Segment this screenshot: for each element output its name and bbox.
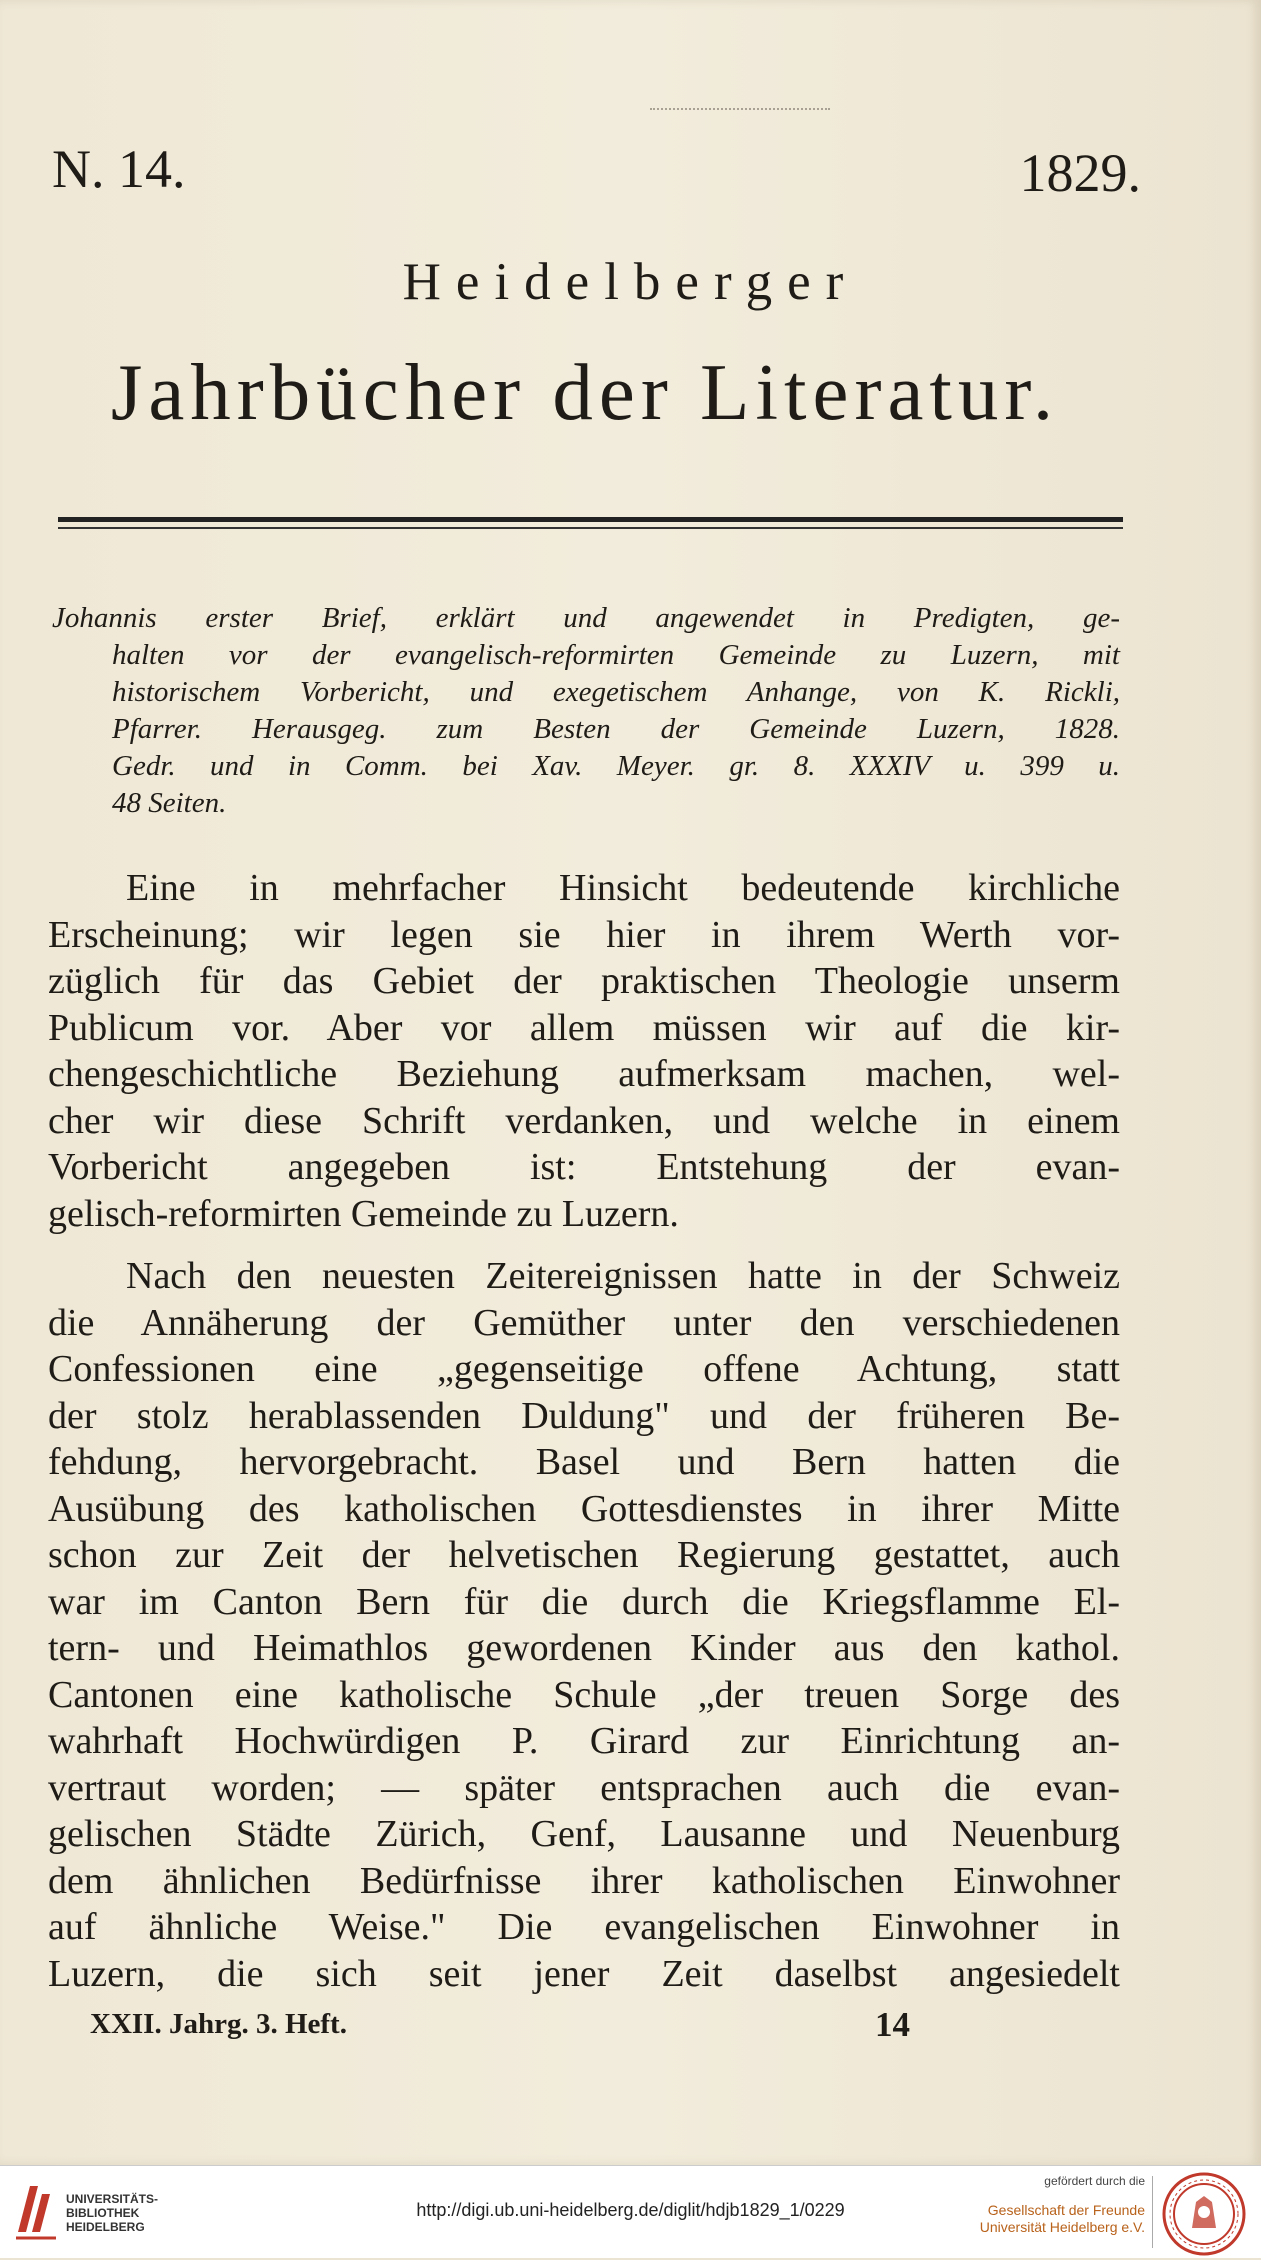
review-line: Pfarrer. Herausgeg. zum Besten der Gemeinde Luzern, 1828. <box>112 713 1120 745</box>
review-bibliographic-entry <box>52 600 1120 822</box>
university-seal-icon[interactable] <box>1162 2172 1246 2260</box>
text-line: fehdung, hervorgebracht. Basel und Bern hatten die <box>48 1441 1120 1483</box>
text-line: dem ähnlichen Bedürfnisse ihrer katholischen Einwohner <box>48 1859 1120 1902</box>
text-line: züglich für das Gebiet der praktischen Theologie unserm <box>48 960 1120 1002</box>
text-line: gelisch-reformirten Gemeinde zu Luzern. <box>48 1192 679 1235</box>
divider <box>1152 2176 1153 2248</box>
paragraph-1 <box>48 865 1120 1237</box>
text-line: schon zur Zeit der helvetischen Regierung gestattet, auch <box>48 1534 1120 1576</box>
text-line: Eine in mehrfacher Hinsicht bedeutende kirchliche <box>126 867 1120 909</box>
text-line: Ausübung des katholischen Gottesdienstes in ihrer Mitte <box>48 1487 1120 1530</box>
signature-mark: XXII. Jahrg. 3. Heft. <box>90 2008 347 2040</box>
text-line: Publicum vor. Aber vor allem müssen wir auf die kir- <box>48 1006 1120 1049</box>
text-line: Confessionen eine „gegenseitige offene Achtung, statt <box>48 1348 1120 1390</box>
review-line: halten vor der evangelisch-reformirten Gemeinde zu Luzern, mit <box>112 639 1120 671</box>
library-name-line: BIBLIOTHEK <box>66 2206 140 2220</box>
text-line: vertraut worden; — später entsprachen auch die evan- <box>48 1766 1120 1809</box>
library-name-line: UNIVERSITÄTS- <box>66 2192 159 2206</box>
review-line: historischem Vorbericht, und exegetischem Anhange, von K. Rickli, <box>112 676 1120 708</box>
journal-title-top: Heidelberger <box>402 253 859 311</box>
sponsor-block <box>960 2174 1145 2236</box>
viewer-footer-bar <box>0 2165 1261 2258</box>
issue-year: 1829. <box>1019 143 1141 203</box>
sponsor-name[interactable]: Gesellschaft der Freunde <box>987 2202 1145 2218</box>
title-rule-thick <box>58 517 1123 522</box>
ink-stain <box>650 108 830 118</box>
text-line: Vorbericht angegeben ist: Entstehung der evan- <box>48 1146 1120 1188</box>
title-rule-thin <box>58 527 1123 529</box>
text-line: der stolz herablassenden Duldung" und der früheren Be- <box>48 1394 1120 1437</box>
review-line: Johannis erster Brief, erklärt und angewendet in Predigten, ge- <box>52 602 1120 634</box>
text-line: gelischen Städte Zürich, Genf, Lausanne und Neuenburg <box>48 1813 1120 1855</box>
text-line: Erscheinung; wir legen sie hier in ihrem Werth vor- <box>48 913 1120 956</box>
text-line: Luzern, die sich seit jener Zeit daselbst angesiedelt <box>48 1952 1120 1995</box>
sheet-number: 14 <box>875 2005 910 2044</box>
review-line: 48 Seiten. <box>112 787 227 819</box>
text-line: Cantonen eine katholische Schule „der treuen Sorge des <box>48 1673 1120 1716</box>
paragraph-2 <box>48 1253 1120 1997</box>
text-line: war im Canton Bern für die durch die Kriegsflamme El- <box>48 1580 1120 1623</box>
sponsor-label: gefördert durch die <box>1044 2174 1145 2188</box>
text-line: chengeschichtliche Beziehung aufmerksam machen, wel- <box>48 1053 1120 1095</box>
review-line: Gedr. und in Comm. bei Xav. Meyer. gr. 8. XXXIV u. 399 u. <box>112 750 1120 782</box>
issue-number: N. 14. <box>52 139 186 199</box>
text-line: die Annäherung der Gemüther unter den verschiedenen <box>48 1301 1120 1344</box>
permalink-url[interactable]: http://digi.ub.uni-heidelberg.de/diglit/hdjb1829_1/0229 <box>416 2200 845 2220</box>
text-line: cher wir diese Schrift verdanken, und welche in einem <box>48 1099 1120 1142</box>
library-name-line: HEIDELBERG <box>66 2220 145 2234</box>
journal-title-main: Jahrbücher der Literatur. <box>110 347 1060 437</box>
text-line: wahrhaft Hochwürdigen P. Girard zur Einrichtung an- <box>48 1720 1120 1762</box>
text-line: Nach den neuesten Zeitereignissen hatte in der Schweiz <box>126 1255 1120 1297</box>
text-line: auf ähnliche Weise." Die evangelischen Einwohner in <box>48 1906 1120 1948</box>
text-line: tern- und Heimathlos gewordenen Kinder aus den kathol. <box>48 1627 1120 1669</box>
sponsor-name[interactable]: Universität Heidelberg e.V. <box>979 2219 1145 2235</box>
